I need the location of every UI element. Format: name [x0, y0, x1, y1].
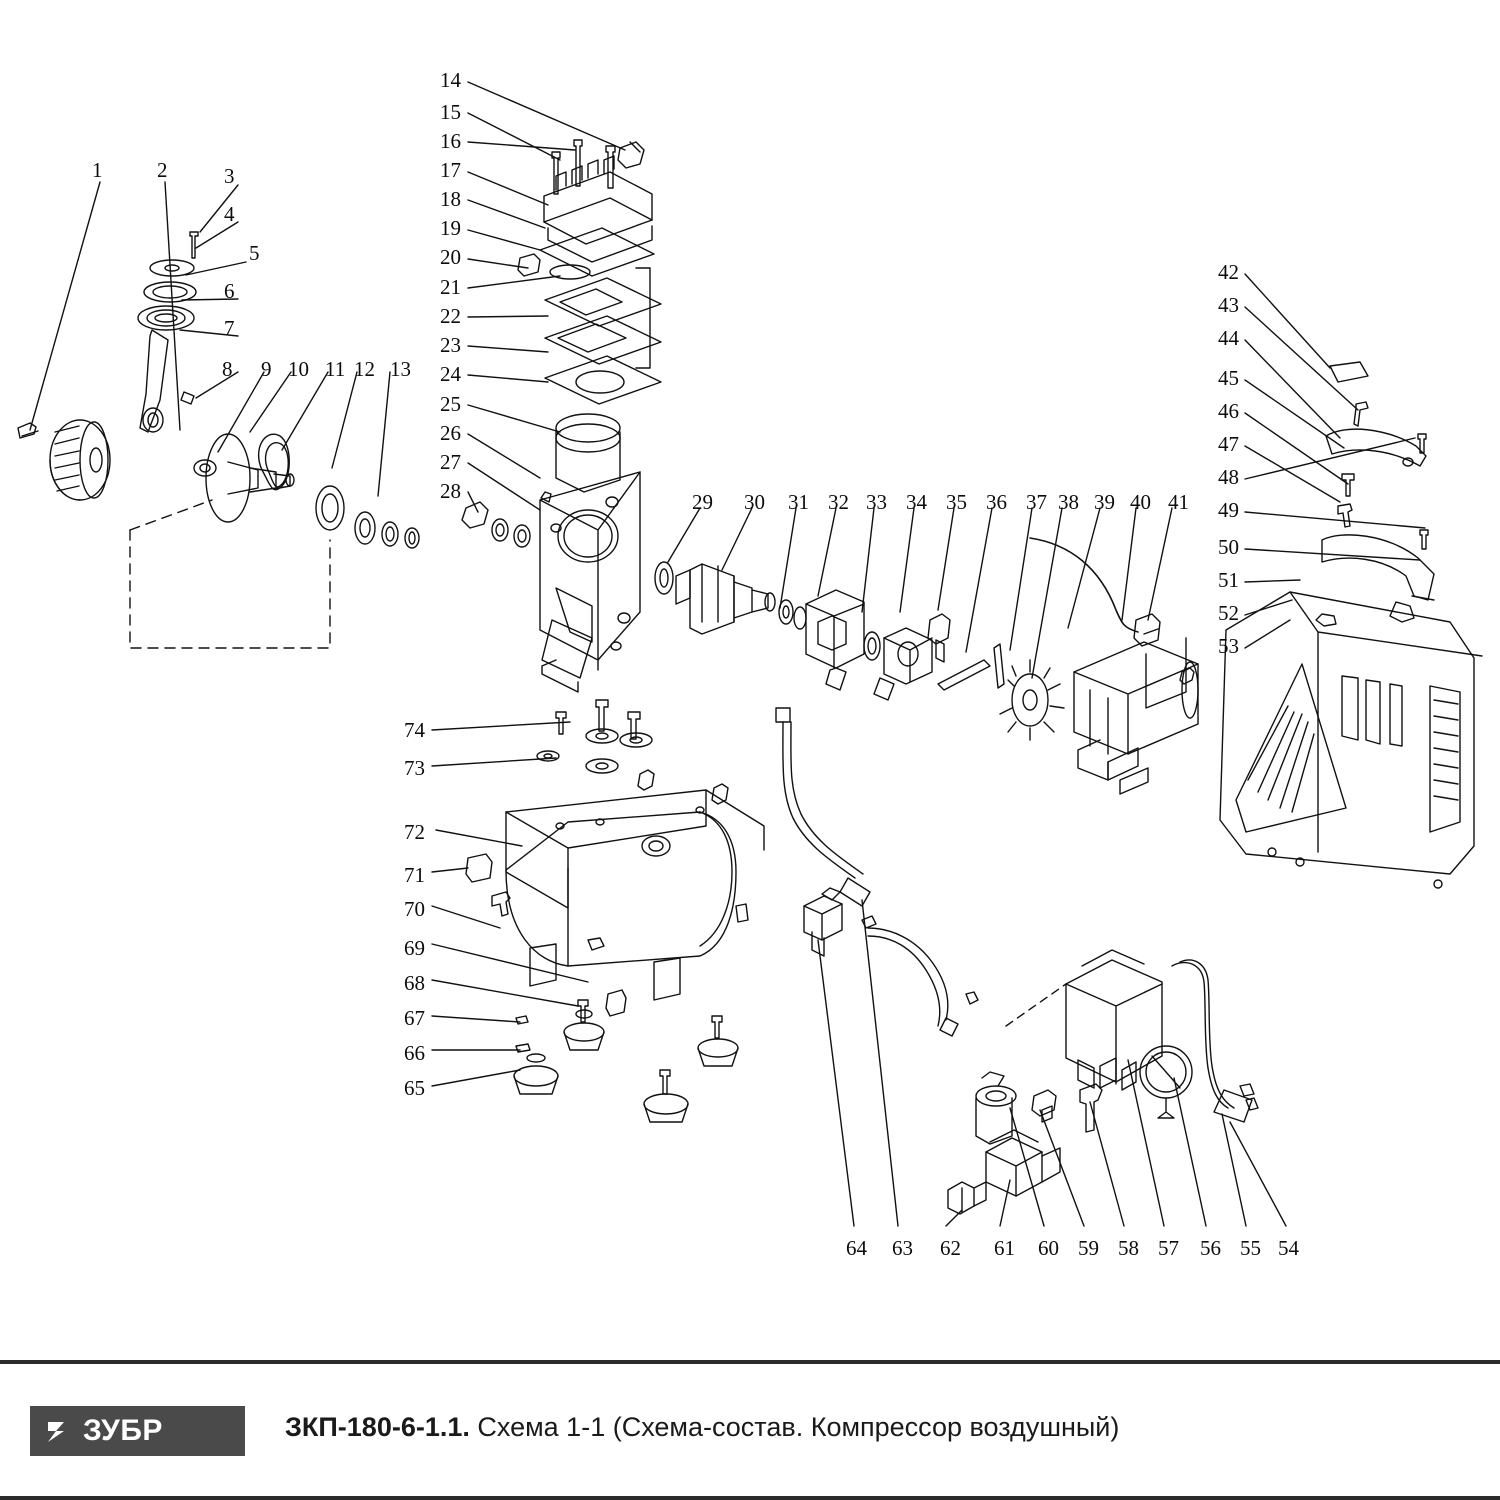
scheme-description: Схема 1-1 (Схема-состав. Компрессор воздушный) — [477, 1412, 1120, 1442]
callout-66: 66 — [404, 1041, 425, 1065]
callout-47: 47 — [1218, 432, 1239, 456]
callout-13: 13 — [390, 357, 411, 381]
callout-70: 70 — [404, 897, 425, 921]
callout-32: 32 — [828, 490, 849, 514]
callout-64: 64 — [846, 1236, 867, 1260]
callout-7: 7 — [224, 316, 235, 340]
callout-14: 14 — [440, 68, 461, 92]
callout-51: 51 — [1218, 568, 1239, 592]
callout-72: 72 — [404, 820, 425, 844]
callout-10: 10 — [288, 357, 309, 381]
zubr-arrow-icon — [44, 1416, 74, 1446]
callout-53: 53 — [1218, 634, 1239, 658]
footer-rule-bottom — [0, 1496, 1500, 1500]
callout-57: 57 — [1158, 1236, 1179, 1260]
callout-27: 27 — [440, 450, 461, 474]
callout-61: 61 — [994, 1236, 1015, 1260]
callout-12: 12 — [354, 357, 375, 381]
callout-48: 48 — [1218, 465, 1239, 489]
callout-35: 35 — [946, 490, 967, 514]
callout-63: 63 — [892, 1236, 913, 1260]
callout-33: 33 — [866, 490, 887, 514]
callout-18: 18 — [440, 187, 461, 211]
callout-40: 40 — [1130, 490, 1151, 514]
callout-74: 74 — [404, 718, 425, 742]
callout-38: 38 — [1058, 490, 1079, 514]
callout-31: 31 — [788, 490, 809, 514]
callout-23: 23 — [440, 333, 461, 357]
callout-28: 28 — [440, 479, 461, 503]
callout-36: 36 — [986, 490, 1007, 514]
callout-43: 43 — [1218, 293, 1239, 317]
callout-24: 24 — [440, 362, 461, 386]
footer-title-block — [0, 1360, 1500, 1500]
callout-19: 19 — [440, 216, 461, 240]
callout-60: 60 — [1038, 1236, 1059, 1260]
callout-49: 49 — [1218, 498, 1239, 522]
callout-8: 8 — [222, 357, 233, 381]
callout-44: 44 — [1218, 326, 1239, 350]
callout-56: 56 — [1200, 1236, 1221, 1260]
callout-50: 50 — [1218, 535, 1239, 559]
brand-name: ЗУБР — [83, 1414, 163, 1447]
callout-71: 71 — [404, 863, 425, 887]
callout-16: 16 — [440, 129, 461, 153]
callout-37: 37 — [1026, 490, 1047, 514]
diagram-caption — [285, 1412, 1119, 1443]
footer-rule-top — [0, 1360, 1500, 1364]
callout-65: 65 — [404, 1076, 425, 1100]
callout-58: 58 — [1118, 1236, 1139, 1260]
callout-29: 29 — [692, 490, 713, 514]
callout-52: 52 — [1218, 601, 1239, 625]
callout-5: 5 — [249, 241, 260, 265]
callout-62: 62 — [940, 1236, 961, 1260]
callout-22: 22 — [440, 304, 461, 328]
callout-11: 11 — [325, 357, 346, 381]
callout-30: 30 — [744, 490, 765, 514]
callout-73: 73 — [404, 756, 425, 780]
brand-logo — [30, 1406, 245, 1456]
callout-9: 9 — [261, 357, 272, 381]
model-code: ЗКП-180-6-1.1. — [285, 1412, 470, 1442]
callout-69: 69 — [404, 936, 425, 960]
callout-68: 68 — [404, 971, 425, 995]
callout-21: 21 — [440, 275, 461, 299]
callout-59: 59 — [1078, 1236, 1099, 1260]
callout-1: 1 — [92, 158, 103, 182]
callout-42: 42 — [1218, 260, 1239, 284]
callout-26: 26 — [440, 421, 461, 445]
callout-20: 20 — [440, 245, 461, 269]
callout-54: 54 — [1278, 1236, 1299, 1260]
callout-41: 41 — [1168, 490, 1189, 514]
callout-46: 46 — [1218, 399, 1239, 423]
callout-25: 25 — [440, 392, 461, 416]
callout-67: 67 — [404, 1006, 425, 1030]
callout-45: 45 — [1218, 366, 1239, 390]
callout-17: 17 — [440, 158, 461, 182]
callout-34: 34 — [906, 490, 927, 514]
callout-39: 39 — [1094, 490, 1115, 514]
callout-4: 4 — [224, 202, 235, 226]
callout-15: 15 — [440, 100, 461, 124]
callout-3: 3 — [224, 164, 235, 188]
callout-6: 6 — [224, 279, 235, 303]
callout-55: 55 — [1240, 1236, 1261, 1260]
callout-2: 2 — [157, 158, 168, 182]
